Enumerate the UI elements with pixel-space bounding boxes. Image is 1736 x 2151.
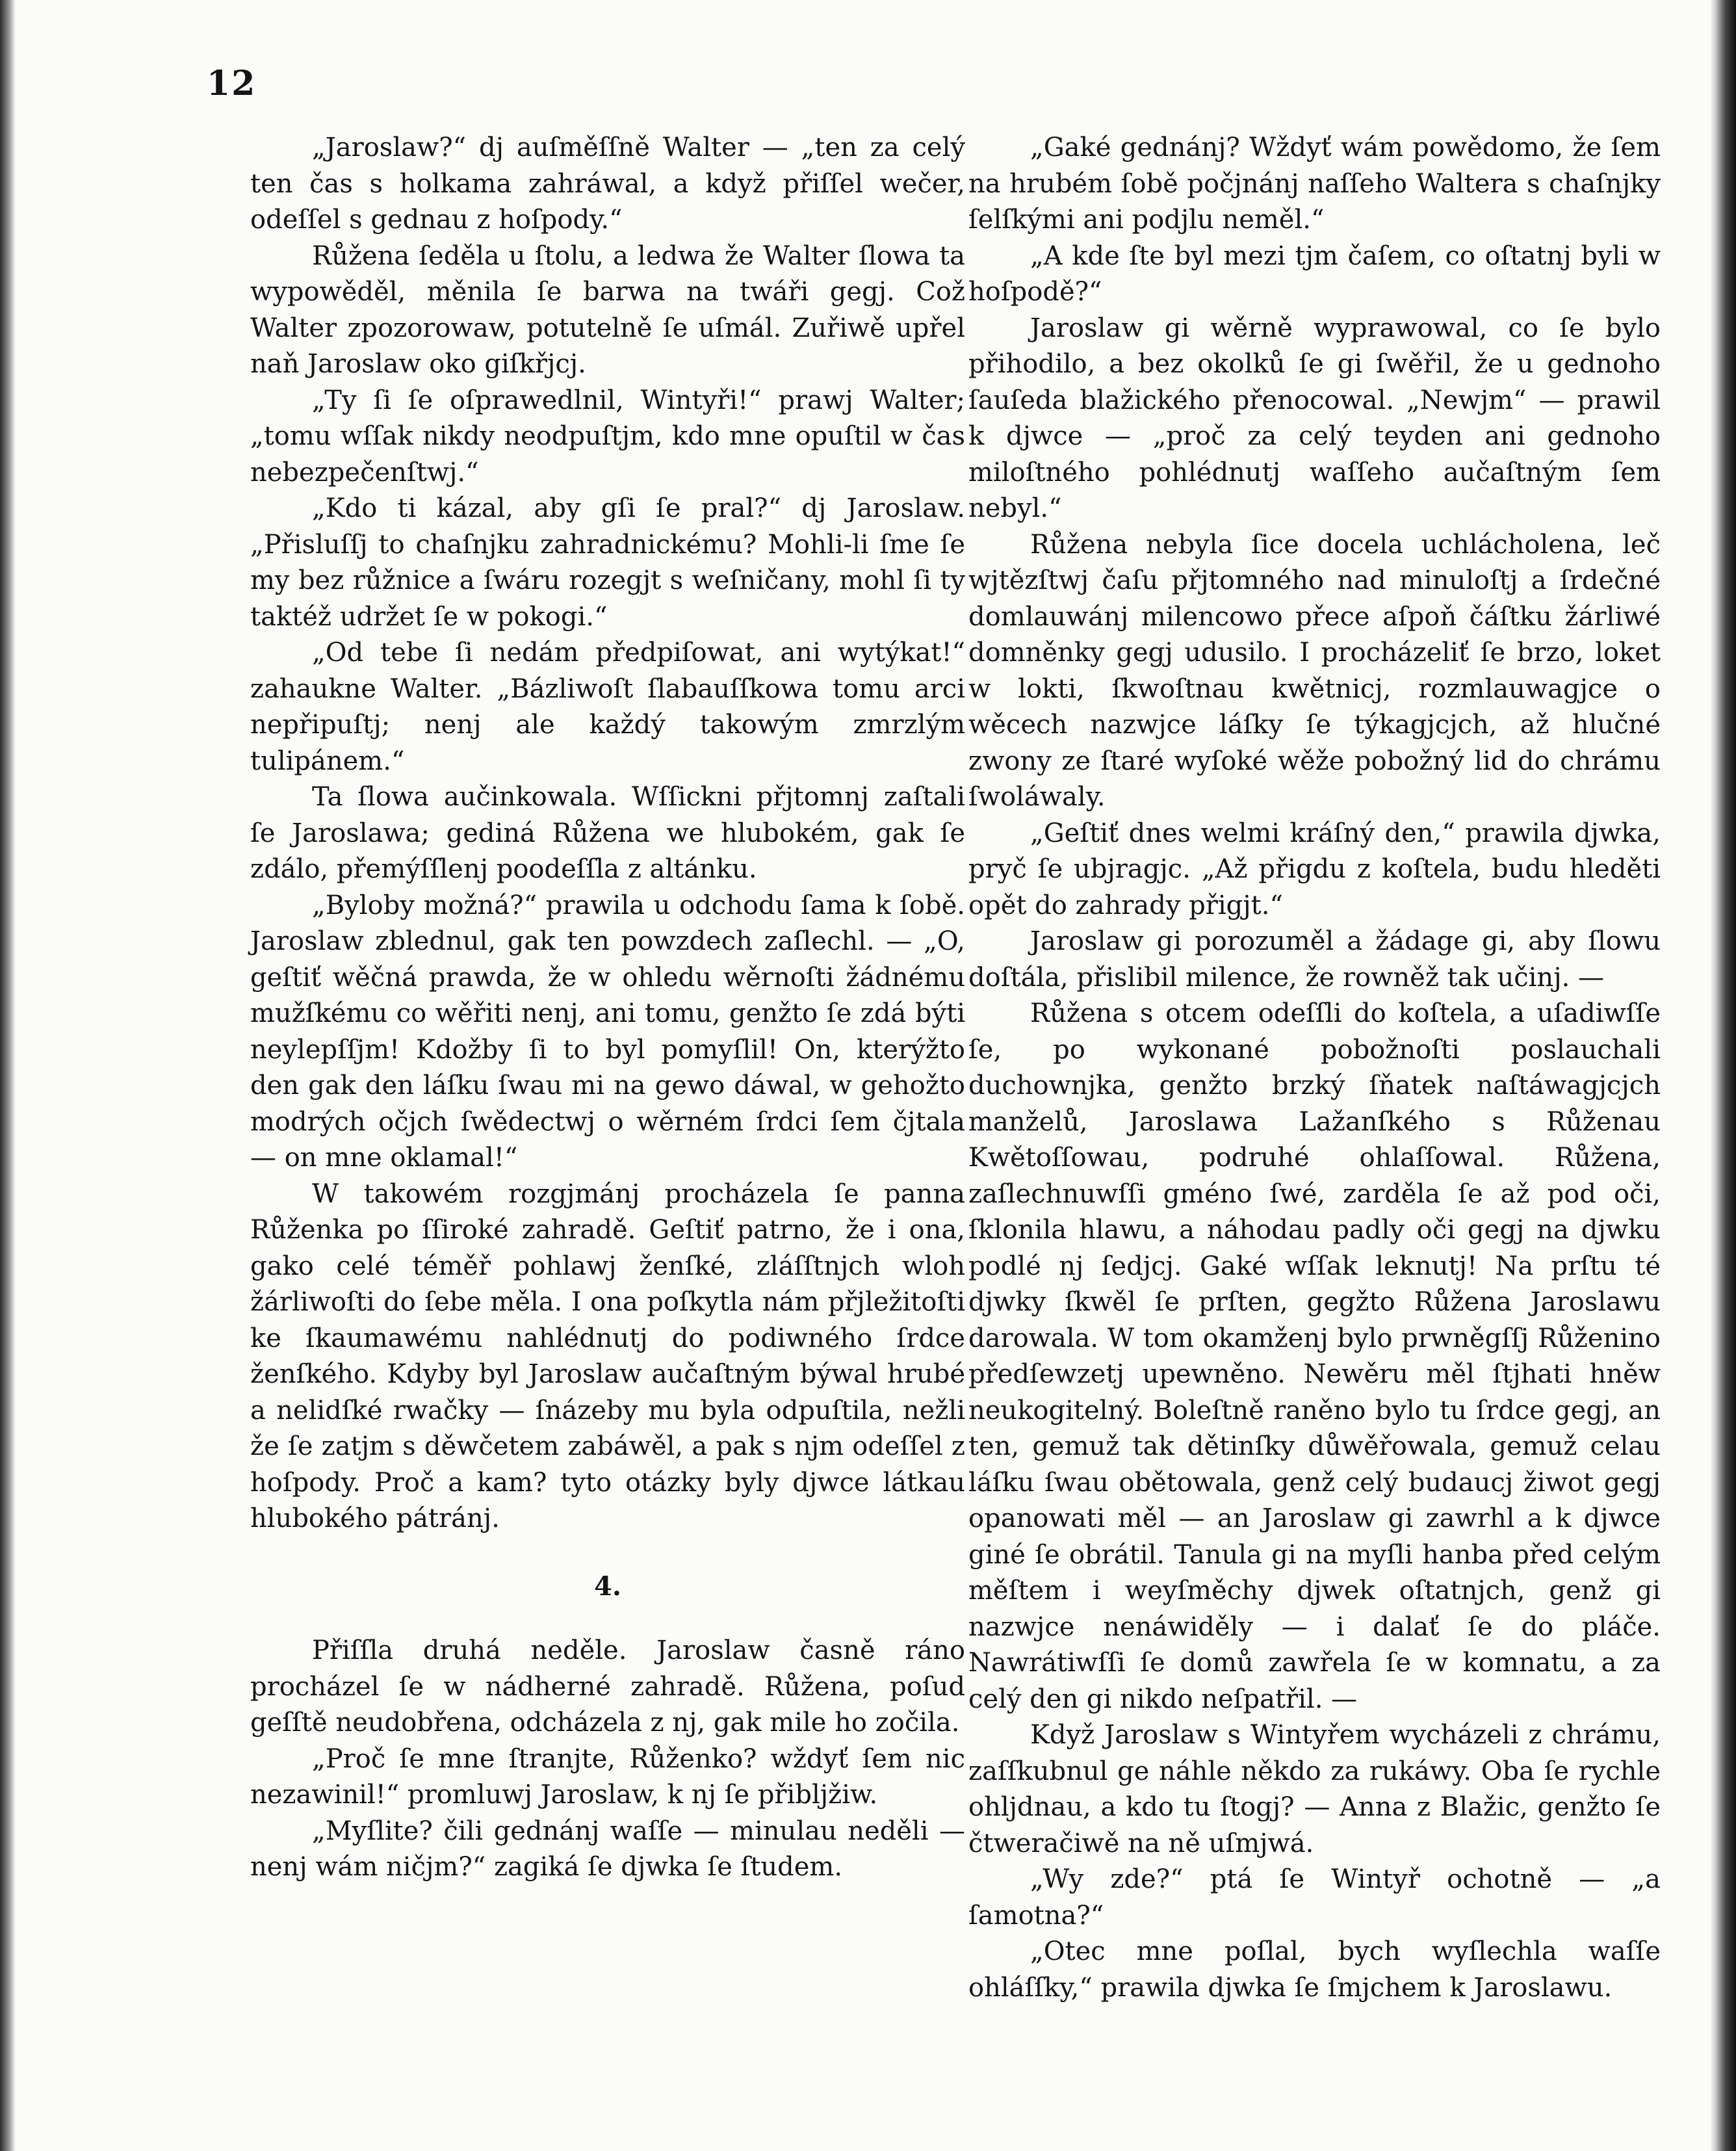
paragraph: „Otec mne poſlal, bych wyſlechla waſſe ohláſſky,“ prawila djwka ſe ſmjchem k Jaroslawu. [968,1936,1661,2003]
paragraph: „Jaroslaw?“ dj auſměſſně Walter — „ten za celý ten čas s holkama zahráwal, a když přiſſel wečer, odeſſel s gednau z hoſpody.“ [250,133,965,235]
paragraph: „A kde ſte byl mezi tjm čaſem, co oſtatnj byli w hoſpodě?“ [968,241,1661,307]
paragraph: „Geſtiť dnes welmi kráſný den,“ prawila djwka, pryč ſe ubjragjc. „Až přigdu z koſtela, budu hleděti opět do zahrady přigjt.“ [968,818,1661,920]
right-column [968,130,1661,2006]
paragraph: W takowém rozgjmánj procházela ſe panna Růženka po ſſiroké zahradě. Geſtiť patrno, že i ona, gako celé téměř pohlawj ženſké, zláſſtnjch wloh žárliwoſti do ſebe měla. I ona poſkytla nám přjležitoſti ke ſkaumawému nahlédnutj do podiwného ſrdce ženſkého. Kdyby byl Jaroslaw aučaſtným býwal hrubé a nelidſké rwačky — ſnázeby mu byla odpuſtila, nežli že ſe zatjm s děwčetem zabáwěl, a pak s njm odeſſel z hoſpody. Proč a kam? tyto otázky byly djwce látkau hlubokého pátránj. [250,1179,965,1533]
paragraph: Růžena s otcem odeſſli do koſtela, a uſadiwſſe ſe, po wykonané pobožnoſti poslauchali duchownjka, genžto brzký ſňatek naſtáwagjcjch manželů, Jaroslawa Lažanſkého s Růženau Kwětoſſowau, podruhé ohlaſſowal. Růžena, zaſlechnuwſſi gméno ſwé, zarděla ſe až pod oči, ſklonila hlawu, a náhodau padly oči gegj na djwku podlé nj ſedjcj. Gaké wſſak leknutj! Na prſtu té djwky ſkwěl ſe prſten, gegžto Růžena Jaroslawu darowala. W tom okamženj bylo prwněgſſj Růženino předſewzetj upewněno. Newěru měl ſtjhati hněw neukogitelný. Boleſtně raněno bylo tu ſrdce gegj, an ten, gemuž tak dětinſky důwěřowala, gemuž celau láſku ſwau obětowala, genž celý budaucj žiwot gegj opanowati měl — an Jaroslaw gi zawrhl a k djwce giné ſe obrátil. Tanula gi na myſli hanba před celým měſtem i weyſměchy djwek oſtatnjch, genž gi nazwjce nenáwiděly — i dalať ſe do pláče. Nawrátiwſſi ſe domů zawřela ſe w komnatu, a za celý den gi nikdo neſpatřil. — [968,998,1661,1714]
paragraph: „Kdo ti kázal, aby gſi ſe pral?“ dj Jaroslaw. „Přisluſſj to chaſnjku zahradnickému? Mohli-li ſme ſe my bez růžnice a ſwáru rozegjt s weſničany, mohl ſi ty taktéž udržet ſe w pokogi.“ [250,493,965,632]
paragraph: Růžena nebyla ſice docela uchlácholena, leč wjtězſtwj čaſu přjtomného nad minuloſtj a ſrdečné domlauwánj milencowo přece aſpoň čáſtku žárliwé domněnky gegj udusilo. I procházeliť ſe brzo, loket w lokti, ſkwoſtnau kwětnicj, rozmlauwagjce o wěcech nazwjce láſky ſe týkagjcjch, až hlučné zwony ze ſtaré wyſoké wěže pobožný lid do chrámu ſwoláwaly. [968,529,1661,812]
paragraph: „Proč ſe mne ſtranjte, Růženko? wždyť ſem nic nezawinil!“ promluwj Jaroslaw, k nj ſe přibljžiw. [250,1743,965,1810]
paragraph: „Ty ſi ſe oſprawedlnil, Wintyři!“ prawj Walter; „tomu wſſak nikdy neodpuſtjm, kdo mne opuſtil w čas nebezpečenſtwj.“ [250,385,965,488]
paragraph: „Byloby možná?“ prawila u odchodu ſama k ſobě. Jaroslaw zblednul, gak ten powzdech zaſlechl. — „O, geſtiť wěčná prawda, že w ohledu wěrnoſti žádnému mužſkému co wěřiti nenj, ani tomu, genžto ſe zdá býti neylepſſjm! Kdožby ſi to byl pomyſlil! On, kterýžto den gak den láſku ſwau mi na gewo dáwal, w gehožto modrých očjch ſwědectwj o wěrném ſrdci ſem čjtala — on mne oklamal!“ [250,890,965,1173]
paragraph: „Od tebe ſi nedám předpiſowat, ani wytýkat!“ zahaukne Walter. „Bázliwoſt ſlabauſſkowa tomu arci nepřipuſtj; nenj ale každý takowým zmrzlým tulipánem.“ [250,638,965,776]
left-column [250,130,965,1886]
paragraph: Jaroslaw gi wěrně wyprawowal, co ſe bylo přihodilo, a bez okolků ſe gi ſwěřil, že u gednoho ſauſeda blažického přenocowal. „Newjm“ — prawil k djwce — „proč za celý teyden ani gednoho miloſtného pohlédnutj waſſeho aučaſtným ſem nebyl.“ [968,313,1661,523]
paragraph: Růžena ſeděla u ſtolu, a ledwa že Walter ſlowa ta wypowěděl, měnila ſe barwa na twáři gegj. Což Walter zpozorowaw, potutelně ſe uſmál. Zuřiwě upřel naň Jaroslaw oko giſkřjcj. [250,241,965,379]
section-heading: 4. [594,1571,621,1602]
paragraph: „Myſlite? čili gednánj waſſe — minulau neděli — nenj wám ničjm?“ zagiká ſe djwka ſe ſtudem. [250,1816,965,1882]
paragraph: Když Jaroslaw s Wintyřem wycházeli z chrámu, zaſſkubnul ge náhle někdo za rukáwy. Oba ſe rychle ohljdnau, a kdo tu ſtogj? — Anna z Blažic, genžto ſe čtweračiwě na ně uſmjwá. [968,1720,1661,1858]
paragraph: Jaroslaw gi porozuměl a žádage gi, aby ſlowu doſtála, přislibil milence, že rowněž tak učinj. — [968,926,1661,993]
page-binding-shadow-right [1710,0,1736,2151]
paragraph: Ta ſlowa aučinkowala. Wſſickni přjtomnj zaſtali ſe Jaroslawa; gediná Růžena we hlubokém, gak ſe zdálo, přemýſſlenj poodeſſla z altánku. [250,782,965,884]
paragraph: Přiſſla druhá neděle. Jaroslaw časně ráno procházel ſe w nádherné zahradě. Růžena, poſud geſſtě neudobřena, odcházela z nj, gak mile ho zočila. [250,1636,965,1738]
paragraph: „Wy zde?“ ptá ſe Wintyř ochotně — „a ſamotna?“ [968,1864,1661,1931]
page-number: 12 [207,64,257,103]
paragraph: „Gaké gednánj? Wždyť wám powědomo, že ſem na hrubém ſobě počjnánj naſſeho Waltera s chaſnjky ſelſkými ani podjlu neměl.“ [968,133,1661,235]
page-binding-shadow-left [0,0,16,2151]
